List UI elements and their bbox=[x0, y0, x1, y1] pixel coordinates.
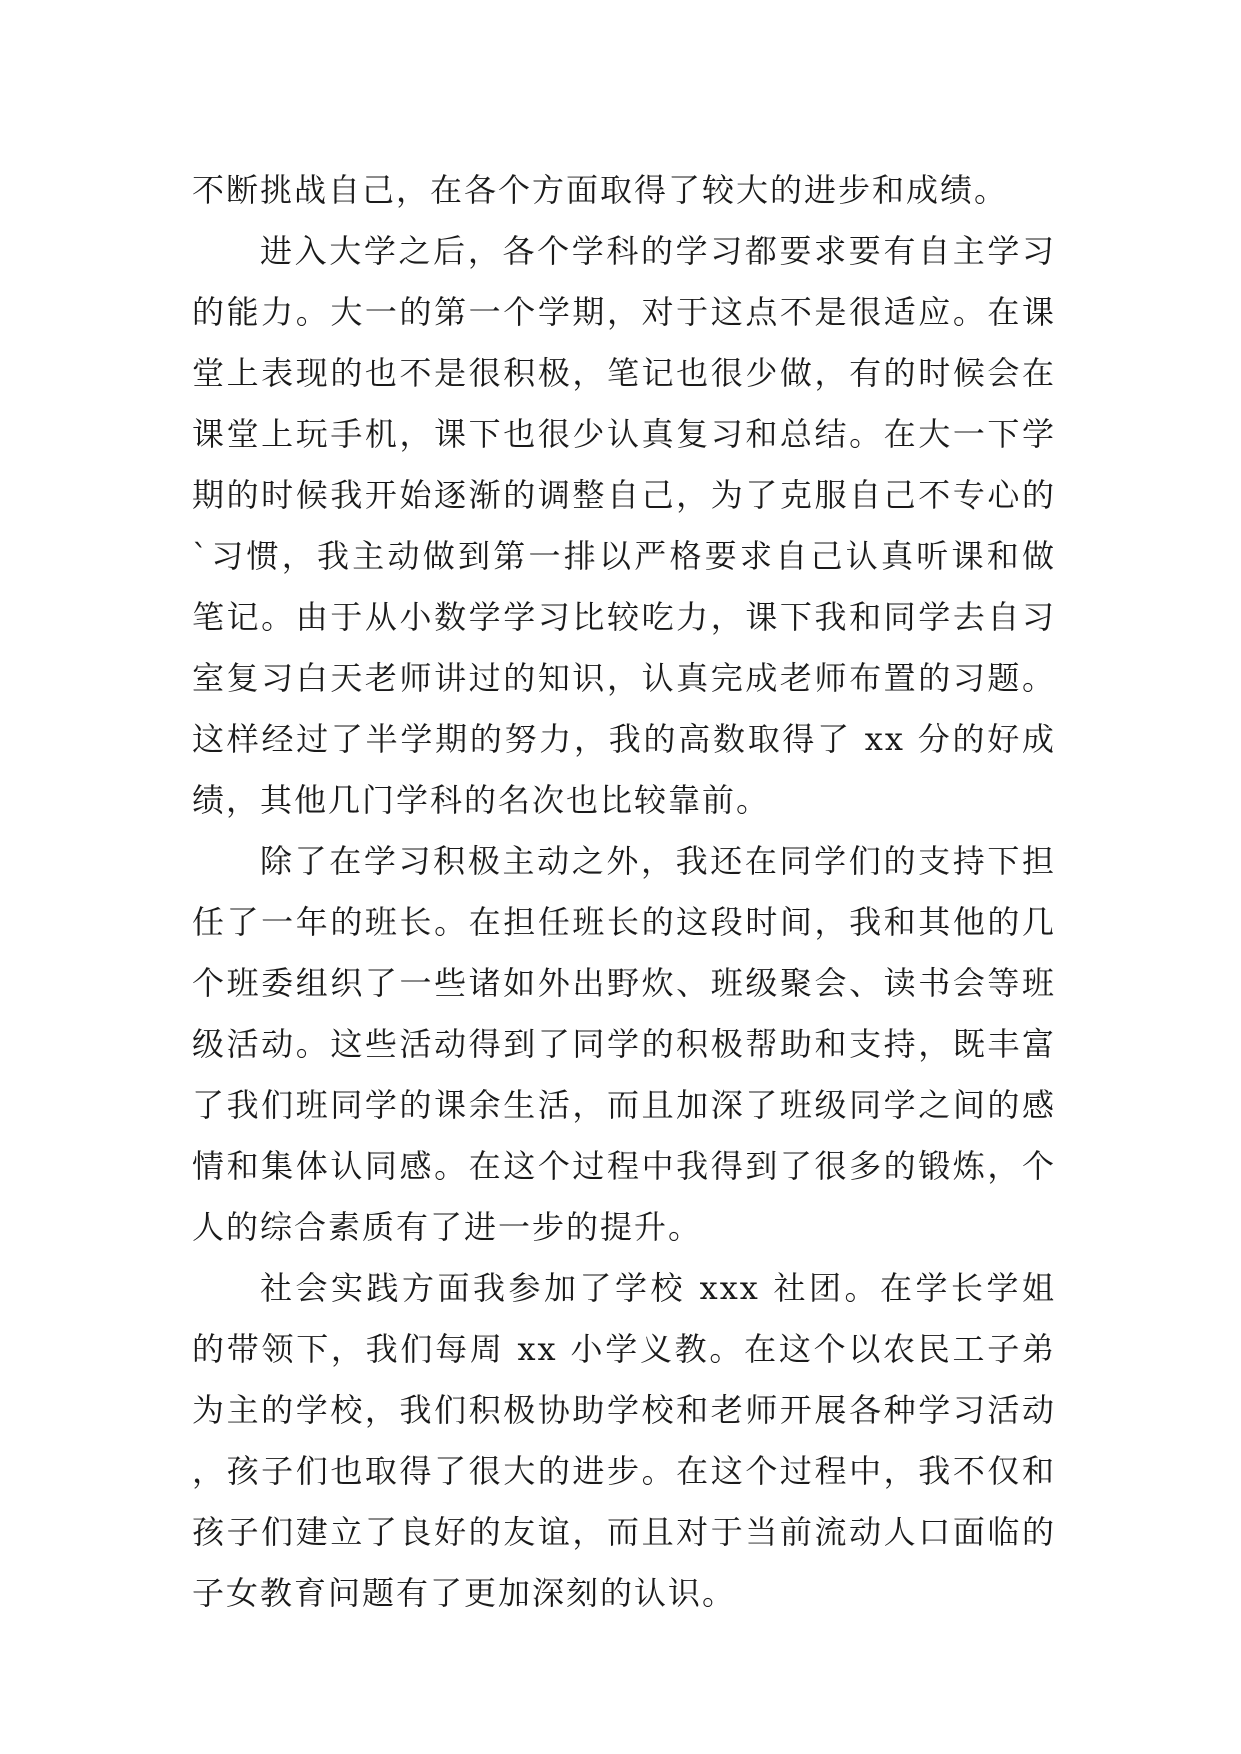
paragraph-continuation: 不断挑战自己，在各个方面取得了较大的进步和成绩。 bbox=[192, 171, 1009, 209]
document-body bbox=[192, 160, 1056, 1624]
paragraph-social-practice: 社会实践方面我参加了学校 xxx 社团。在学长学姐的带领下，我们每周 xx 小学义教。在这个以农民工子弟为主的学校，我们积极协助学校和老师开展各种学习活动，孩子们也取得了很大的进步。在这个过程中，我不仅和孩子们建立了良好的友谊，而且对于当前流动人口面临的子女教育问题有了更加深刻的认识。 bbox=[192, 1269, 1056, 1612]
paragraph-study: 进入大学之后，各个学科的学习都要求要有自主学习的能力。大一的第一个学期，对于这点不是很适应。在课堂上表现的也不是很积极，笔记也很少做，有的时候会在课堂上玩手机，课下也很少认真复习和总结。在大一下学期的时候我开始逐渐的调整自己，为了克服自己不专心的`习惯，我主动做到第一排以严格要求自己认真听课和做笔记。由于从小数学学习比较吃力，课下我和同学去自习室复习白天老师讲过的知识，认真完成老师布置的习题。这样经过了半学期的努力，我的高数取得了 xx 分的好成绩，其他几门学科的名次也比较靠前。 bbox=[192, 232, 1056, 819]
paragraph-class-monitor: 除了在学习积极主动之外，我还在同学们的支持下担任了一年的班长。在担任班长的这段时间，我和其他的几个班委组织了一些诸如外出野炊、班级聚会、读书会等班级活动。这些活动得到了同学的积极帮助和支持，既丰富了我们班同学的课余生活，而且加深了班级同学之间的感情和集体认同感。在这个过程中我得到了很多的锻炼，个人的综合素质有了进一步的提升。 bbox=[192, 842, 1056, 1246]
